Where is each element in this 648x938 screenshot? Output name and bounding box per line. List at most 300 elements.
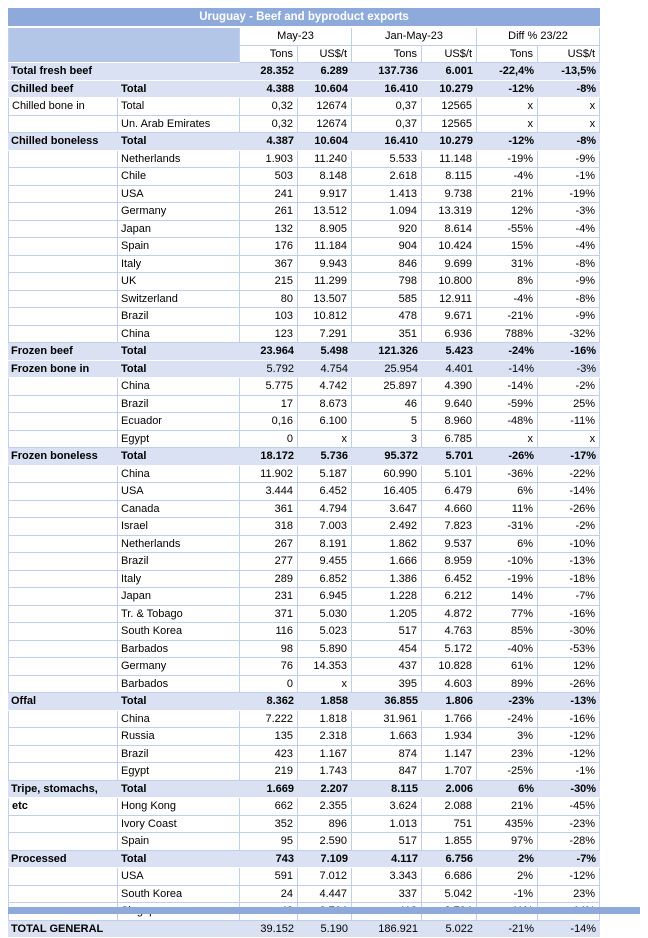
value-cell: 0,37: [352, 98, 422, 116]
table-body: [8, 63, 600, 938]
value-cell: 18.172: [240, 448, 298, 466]
value-cell: 8.191: [298, 536, 352, 554]
value-cell: -4%: [538, 221, 600, 239]
value-cell: 10.424: [422, 238, 477, 256]
table-row: [8, 413, 600, 431]
value-cell: 176: [240, 238, 298, 256]
value-cell: 80: [240, 291, 298, 309]
value-cell: 8%: [477, 273, 538, 291]
category-cell: [8, 466, 118, 484]
value-cell: 4.872: [422, 606, 477, 624]
value-cell: -9%: [538, 308, 600, 326]
destination-cell: Switzerland: [118, 291, 240, 309]
value-cell: 0,32: [240, 116, 298, 134]
value-cell: -14%: [538, 483, 600, 501]
value-cell: 17: [240, 396, 298, 414]
category-cell: [8, 431, 118, 449]
column-header-tons-1: Tons: [240, 46, 298, 64]
destination-cell: Netherlands: [118, 536, 240, 554]
value-cell: -30%: [538, 623, 600, 641]
table-row: [8, 553, 600, 571]
column-header-usdt-1: US$/t: [298, 46, 352, 64]
destination-cell: Total: [118, 851, 240, 869]
destination-cell: Egypt: [118, 763, 240, 781]
value-cell: 1.903: [240, 151, 298, 169]
value-cell: 6.001: [422, 63, 477, 81]
category-cell: [8, 378, 118, 396]
destination-cell: Italy: [118, 571, 240, 589]
value-cell: 25%: [538, 396, 600, 414]
value-cell: 6.452: [422, 571, 477, 589]
value-cell: 12565: [422, 98, 477, 116]
table-row: [8, 641, 600, 659]
table-row: [8, 238, 600, 256]
value-cell: 12%: [477, 203, 538, 221]
value-cell: 2.207: [298, 781, 352, 799]
value-cell: 1.147: [422, 746, 477, 764]
value-cell: 6.479: [422, 483, 477, 501]
destination-cell: China: [118, 466, 240, 484]
value-cell: -12%: [477, 133, 538, 151]
column-header-tons-3: Tons: [477, 46, 538, 64]
value-cell: x: [477, 116, 538, 134]
value-cell: 9.943: [298, 256, 352, 274]
value-cell: 116: [240, 623, 298, 641]
table-row: [8, 378, 600, 396]
category-cell: [8, 676, 118, 694]
value-cell: 8.673: [298, 396, 352, 414]
value-cell: 97%: [477, 833, 538, 851]
value-cell: 14.353: [298, 658, 352, 676]
destination-cell: [118, 921, 240, 938]
value-cell: 5.042: [422, 886, 477, 904]
exports-table: [8, 8, 600, 938]
destination-cell: South Korea: [118, 623, 240, 641]
destination-cell: Brazil: [118, 308, 240, 326]
value-cell: -9%: [538, 273, 600, 291]
value-cell: 11%: [477, 501, 538, 519]
table-row: [8, 81, 600, 99]
value-cell: 11.148: [422, 151, 477, 169]
category-cell: [8, 658, 118, 676]
value-cell: 11.184: [298, 238, 352, 256]
value-cell: -19%: [538, 186, 600, 204]
destination-cell: Tr. & Tobago: [118, 606, 240, 624]
value-cell: -11%: [538, 413, 600, 431]
destination-cell: Total: [118, 343, 240, 361]
category-cell: [8, 711, 118, 729]
value-cell: 186.921: [352, 921, 422, 938]
value-cell: 1.858: [298, 693, 352, 711]
destination-cell: Total: [118, 98, 240, 116]
value-cell: 5.736: [298, 448, 352, 466]
value-cell: 25.897: [352, 378, 422, 396]
value-cell: -4%: [477, 291, 538, 309]
value-cell: 337: [352, 886, 422, 904]
value-cell: 2%: [477, 851, 538, 869]
value-cell: -8%: [538, 291, 600, 309]
value-cell: 4.401: [422, 361, 477, 379]
table-row: [8, 711, 600, 729]
destination-cell: Total: [118, 81, 240, 99]
value-cell: -12%: [538, 868, 600, 886]
value-cell: 89%: [477, 676, 538, 694]
table-row: [8, 466, 600, 484]
value-cell: 3.647: [352, 501, 422, 519]
table-row: [8, 588, 600, 606]
value-cell: 4.387: [240, 133, 298, 151]
table-title: Uruguay - Beef and byproduct exports: [8, 8, 600, 28]
table-row: [8, 396, 600, 414]
value-cell: -13%: [538, 693, 600, 711]
category-cell: [8, 396, 118, 414]
value-cell: -4%: [477, 168, 538, 186]
table-row: [8, 501, 600, 519]
value-cell: 10.800: [422, 273, 477, 291]
table-row: [8, 763, 600, 781]
value-cell: 1.205: [352, 606, 422, 624]
table-row: [8, 116, 600, 134]
value-cell: 352: [240, 816, 298, 834]
category-cell: [8, 221, 118, 239]
value-cell: x: [538, 116, 600, 134]
value-cell: 395: [352, 676, 422, 694]
value-cell: -16%: [538, 711, 600, 729]
table-row: [8, 361, 600, 379]
category-cell: [8, 308, 118, 326]
value-cell: 12565: [422, 116, 477, 134]
value-cell: -10%: [477, 553, 538, 571]
table-row: [8, 151, 600, 169]
value-cell: 2%: [477, 868, 538, 886]
value-cell: 5.187: [298, 466, 352, 484]
value-cell: 4.390: [422, 378, 477, 396]
table-row: [8, 571, 600, 589]
table-row: [8, 186, 600, 204]
value-cell: 2.355: [298, 798, 352, 816]
value-cell: 1.094: [352, 203, 422, 221]
value-cell: 5.030: [298, 606, 352, 624]
value-cell: 1.855: [422, 833, 477, 851]
destination-cell: Italy: [118, 256, 240, 274]
destination-cell: UK: [118, 273, 240, 291]
value-cell: 12674: [298, 98, 352, 116]
category-cell: [8, 886, 118, 904]
value-cell: -2%: [538, 378, 600, 396]
value-cell: -31%: [477, 518, 538, 536]
category-cell: [8, 641, 118, 659]
destination-cell: Spain: [118, 833, 240, 851]
value-cell: -13,5%: [538, 63, 600, 81]
value-cell: -8%: [538, 256, 600, 274]
value-cell: 85%: [477, 623, 538, 641]
category-cell: etc: [8, 798, 118, 816]
value-cell: -22%: [538, 466, 600, 484]
value-cell: -2%: [538, 518, 600, 536]
table-row: [8, 886, 600, 904]
value-cell: -28%: [538, 833, 600, 851]
category-cell: [8, 273, 118, 291]
value-cell: 103: [240, 308, 298, 326]
category-cell: [8, 501, 118, 519]
value-cell: 4.603: [422, 676, 477, 694]
table-row: [8, 658, 600, 676]
table-row: [8, 431, 600, 449]
value-cell: 6.945: [298, 588, 352, 606]
value-cell: -26%: [538, 676, 600, 694]
value-cell: 847: [352, 763, 422, 781]
table-row: [8, 256, 600, 274]
table-row: [8, 343, 600, 361]
value-cell: -40%: [477, 641, 538, 659]
category-cell: [8, 746, 118, 764]
column-header-usdt-2: US$/t: [422, 46, 477, 64]
column-header-usdt-3: US$/t: [538, 46, 600, 64]
table-title-row: [8, 8, 600, 28]
value-cell: 13.507: [298, 291, 352, 309]
value-cell: 77%: [477, 606, 538, 624]
category-cell: Chilled boneless: [8, 133, 118, 151]
value-cell: -19%: [477, 151, 538, 169]
table-row: [8, 623, 600, 641]
value-cell: 7.109: [298, 851, 352, 869]
category-cell: [8, 588, 118, 606]
category-cell: [8, 518, 118, 536]
value-cell: x: [538, 431, 600, 449]
value-cell: 15%: [477, 238, 538, 256]
value-cell: 135: [240, 728, 298, 746]
value-cell: -4%: [538, 238, 600, 256]
category-cell: [8, 256, 118, 274]
table-row: [8, 483, 600, 501]
value-cell: 896: [298, 816, 352, 834]
destination-cell: Brazil: [118, 746, 240, 764]
destination-cell: Total: [118, 448, 240, 466]
destination-cell: China: [118, 711, 240, 729]
value-cell: -36%: [477, 466, 538, 484]
value-cell: 12.911: [422, 291, 477, 309]
value-cell: 23.964: [240, 343, 298, 361]
value-cell: 132: [240, 221, 298, 239]
value-cell: 9.671: [422, 308, 477, 326]
value-cell: 2.590: [298, 833, 352, 851]
value-cell: -14%: [538, 921, 600, 938]
value-cell: 1.862: [352, 536, 422, 554]
value-cell: -7%: [538, 588, 600, 606]
next-table-title-bar: [8, 907, 640, 914]
value-cell: 517: [352, 833, 422, 851]
column-header-tons-2: Tons: [352, 46, 422, 64]
value-cell: 8.148: [298, 168, 352, 186]
value-cell: 435%: [477, 816, 538, 834]
category-cell: [8, 833, 118, 851]
value-cell: x: [477, 431, 538, 449]
value-cell: 5.023: [298, 623, 352, 641]
value-cell: 31.961: [352, 711, 422, 729]
category-cell: [8, 571, 118, 589]
value-cell: 11.240: [298, 151, 352, 169]
table-header: [8, 8, 600, 63]
value-cell: 98: [240, 641, 298, 659]
value-cell: 6.936: [422, 326, 477, 344]
value-cell: 1.013: [352, 816, 422, 834]
destination-cell: Japan: [118, 588, 240, 606]
value-cell: 24: [240, 886, 298, 904]
value-cell: 846: [352, 256, 422, 274]
value-cell: 31%: [477, 256, 538, 274]
value-cell: 5.498: [298, 343, 352, 361]
value-cell: 1.766: [422, 711, 477, 729]
value-cell: 361: [240, 501, 298, 519]
value-cell: -14%: [477, 361, 538, 379]
destination-cell: Spain: [118, 238, 240, 256]
value-cell: 5: [352, 413, 422, 431]
period-header-row: [8, 28, 600, 46]
destination-cell: Japan: [118, 221, 240, 239]
value-cell: 591: [240, 868, 298, 886]
exports-report: [8, 8, 600, 938]
table-row: [8, 273, 600, 291]
value-cell: 5.701: [422, 448, 477, 466]
value-cell: -1%: [477, 886, 538, 904]
destination-cell: Chile: [118, 168, 240, 186]
table-row: [8, 203, 600, 221]
value-cell: 5.890: [298, 641, 352, 659]
value-cell: 351: [352, 326, 422, 344]
destination-cell: Brazil: [118, 396, 240, 414]
destination-cell: Un. Arab Emirates: [118, 116, 240, 134]
value-cell: 28.352: [240, 63, 298, 81]
category-cell: [8, 238, 118, 256]
value-cell: 874: [352, 746, 422, 764]
value-cell: 503: [240, 168, 298, 186]
value-cell: 1.413: [352, 186, 422, 204]
value-cell: 5.792: [240, 361, 298, 379]
value-cell: 0,32: [240, 98, 298, 116]
value-cell: 4.742: [298, 378, 352, 396]
value-cell: 6.852: [298, 571, 352, 589]
value-cell: 9.738: [422, 186, 477, 204]
value-cell: x: [298, 431, 352, 449]
destination-cell: [118, 63, 240, 81]
value-cell: x: [477, 98, 538, 116]
value-cell: 60.990: [352, 466, 422, 484]
value-cell: 16.410: [352, 133, 422, 151]
category-cell: [8, 763, 118, 781]
table-row: [8, 798, 600, 816]
value-cell: 8.362: [240, 693, 298, 711]
destination-cell: USA: [118, 186, 240, 204]
value-cell: -26%: [477, 448, 538, 466]
value-cell: 0,37: [352, 116, 422, 134]
value-cell: 10.604: [298, 81, 352, 99]
value-cell: 95.372: [352, 448, 422, 466]
value-cell: 7.222: [240, 711, 298, 729]
value-cell: 7.003: [298, 518, 352, 536]
table-row: [8, 291, 600, 309]
category-cell: Offal: [8, 693, 118, 711]
value-cell: 437: [352, 658, 422, 676]
value-cell: 241: [240, 186, 298, 204]
value-cell: 21%: [477, 186, 538, 204]
value-cell: 9.699: [422, 256, 477, 274]
category-cell: [8, 413, 118, 431]
value-cell: -7%: [538, 851, 600, 869]
value-cell: 7.012: [298, 868, 352, 886]
table-row: [8, 728, 600, 746]
value-cell: 5.190: [298, 921, 352, 938]
value-cell: 1.707: [422, 763, 477, 781]
value-cell: -30%: [538, 781, 600, 799]
value-cell: -55%: [477, 221, 538, 239]
value-cell: 662: [240, 798, 298, 816]
value-cell: -53%: [538, 641, 600, 659]
value-cell: 367: [240, 256, 298, 274]
value-cell: 4.447: [298, 886, 352, 904]
value-cell: -1%: [538, 763, 600, 781]
value-cell: 4.754: [298, 361, 352, 379]
destination-cell: Total: [118, 693, 240, 711]
table-row: [8, 746, 600, 764]
value-cell: 16.405: [352, 483, 422, 501]
value-cell: 423: [240, 746, 298, 764]
table-row: [8, 851, 600, 869]
value-cell: 36.855: [352, 693, 422, 711]
value-cell: 788%: [477, 326, 538, 344]
value-cell: 23%: [538, 886, 600, 904]
value-cell: 121.326: [352, 343, 422, 361]
value-cell: 5.022: [422, 921, 477, 938]
value-cell: 8.115: [422, 168, 477, 186]
value-cell: -26%: [538, 501, 600, 519]
category-cell: [8, 116, 118, 134]
value-cell: 517: [352, 623, 422, 641]
value-cell: -22,4%: [477, 63, 538, 81]
value-cell: -23%: [538, 816, 600, 834]
value-cell: 6.100: [298, 413, 352, 431]
table-row: [8, 536, 600, 554]
value-cell: 9.640: [422, 396, 477, 414]
value-cell: 6.289: [298, 63, 352, 81]
value-cell: 585: [352, 291, 422, 309]
value-cell: 2.006: [422, 781, 477, 799]
value-cell: 2.618: [352, 168, 422, 186]
destination-cell: Ivory Coast: [118, 816, 240, 834]
value-cell: 2.492: [352, 518, 422, 536]
destination-cell: South Korea: [118, 886, 240, 904]
category-cell: [8, 553, 118, 571]
value-cell: 0: [240, 676, 298, 694]
value-cell: 137.736: [352, 63, 422, 81]
destination-cell: Total: [118, 361, 240, 379]
destination-cell: Total: [118, 781, 240, 799]
value-cell: 5.101: [422, 466, 477, 484]
value-cell: 9.537: [422, 536, 477, 554]
value-cell: 8.960: [422, 413, 477, 431]
table-row: [8, 326, 600, 344]
value-cell: 1.743: [298, 763, 352, 781]
destination-cell: Barbados: [118, 641, 240, 659]
value-cell: -8%: [538, 133, 600, 151]
value-cell: 4.117: [352, 851, 422, 869]
table-row: [8, 63, 600, 81]
value-cell: 798: [352, 273, 422, 291]
value-cell: 10.604: [298, 133, 352, 151]
value-cell: 261: [240, 203, 298, 221]
table-row: [8, 693, 600, 711]
value-cell: -18%: [538, 571, 600, 589]
header-left-block: [8, 28, 240, 63]
